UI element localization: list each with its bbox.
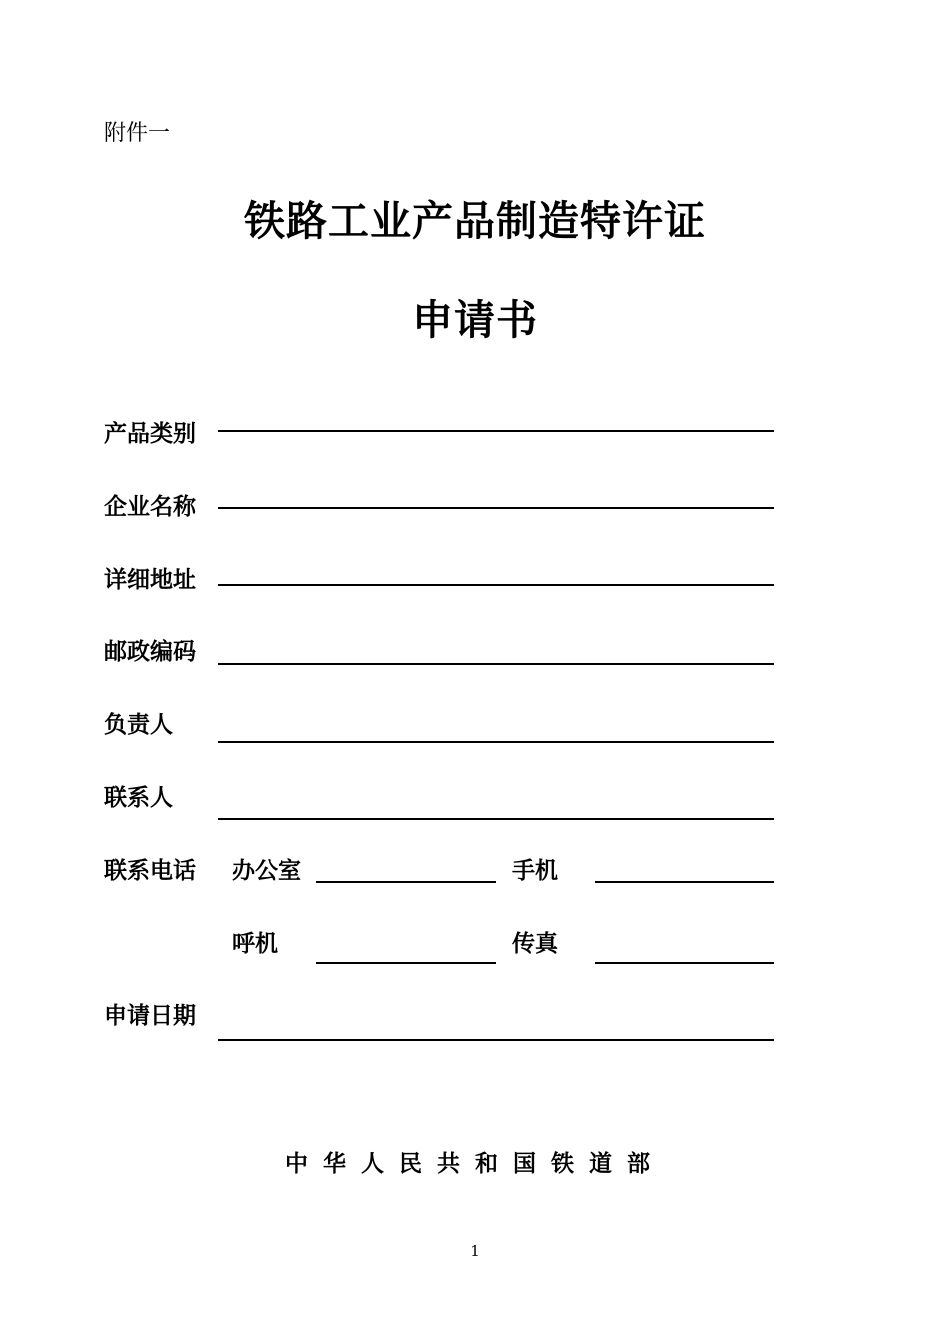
attachment-label: 附件一 [104,121,171,146]
document-subtitle: 申请书 [412,296,538,344]
pager-label: 呼机 [232,931,278,957]
address-label: 详细地址 [104,567,196,593]
person-in-charge-label: 负责人 [104,712,173,738]
office-phone-field[interactable] [316,881,496,883]
contact-person-label: 联系人 [104,785,173,811]
person-in-charge-field[interactable] [218,741,774,743]
phone-label: 联系电话 [104,858,196,884]
address-field[interactable] [218,584,774,586]
page-number: 1 [470,1242,480,1260]
document-title: 铁路工业产品制造特许证 [244,197,706,245]
postal-code-label: 邮政编码 [104,639,196,665]
mobile-field[interactable] [595,881,774,883]
product-category-label: 产品类别 [104,421,196,447]
apply-date-field[interactable] [218,1039,774,1041]
product-category-field[interactable] [218,430,774,432]
mobile-label: 手机 [512,858,558,884]
company-name-field[interactable] [218,507,774,509]
office-phone-label: 办公室 [232,858,301,884]
fax-field[interactable] [595,962,774,964]
contact-person-field[interactable] [218,818,774,820]
fax-label: 传真 [512,931,558,957]
issuer: 中华人民共和国铁道部 [285,1151,665,1177]
pager-field[interactable] [316,962,496,964]
postal-code-field[interactable] [218,663,774,665]
company-name-label: 企业名称 [104,494,196,520]
apply-date-label: 申请日期 [104,1003,196,1029]
